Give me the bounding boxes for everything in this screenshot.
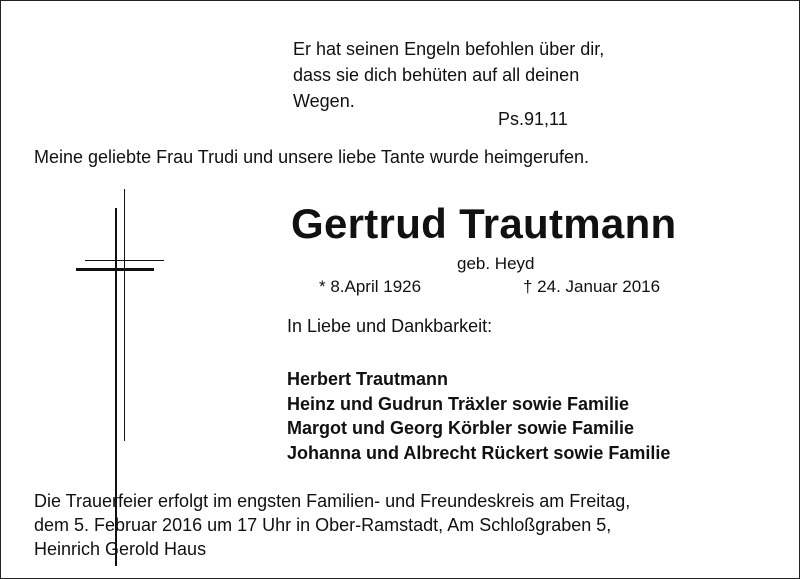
- funeral-line: dem 5. Februar 2016 um 17 Uhr in Ober-Ramstadt, Am Schloßgraben 5,: [34, 515, 612, 535]
- maiden-name: geb. Heyd: [457, 254, 535, 273]
- thanks-line: In Liebe und Dankbarkeit:: [287, 316, 493, 336]
- bible-verse: [293, 36, 604, 114]
- verse-line: Er hat seinen Engeln befohlen über dir,: [293, 39, 605, 59]
- mourner-item: Johanna und Albrecht Rückert sowie Familie: [287, 442, 671, 463]
- death-date: † 24. Januar 2016: [523, 277, 661, 296]
- cross-horizontal-main: [76, 268, 154, 271]
- mourners-list: [287, 367, 670, 465]
- funeral-info: [34, 489, 630, 561]
- deceased-name: Gertrud Trautmann: [291, 200, 677, 247]
- verse-reference: Ps.91,11: [498, 109, 568, 129]
- cross-horizontal-thin: [85, 260, 164, 261]
- funeral-line: Die Trauerfeier erfolgt im engsten Familien- und Freundeskreis am Freitag,: [34, 491, 631, 511]
- cross-vertical-thin: [124, 189, 125, 441]
- birth-date: * 8.April 1926: [319, 277, 422, 296]
- verse-line: Wegen.: [293, 91, 355, 111]
- intro-text: Meine geliebte Frau Trudi und unsere liebe Tante wurde heimgerufen.: [34, 147, 590, 167]
- verse-line: dass sie dich behüten auf all deinen: [293, 65, 580, 85]
- mourner-item: Margot und Georg Körbler sowie Familie: [287, 418, 635, 438]
- mourner-item: Heinz und Gudrun Träxler sowie Familie: [287, 393, 630, 414]
- funeral-line: Heinrich Gerold Haus: [34, 539, 207, 559]
- mourner-item: Herbert Trautmann: [287, 369, 449, 389]
